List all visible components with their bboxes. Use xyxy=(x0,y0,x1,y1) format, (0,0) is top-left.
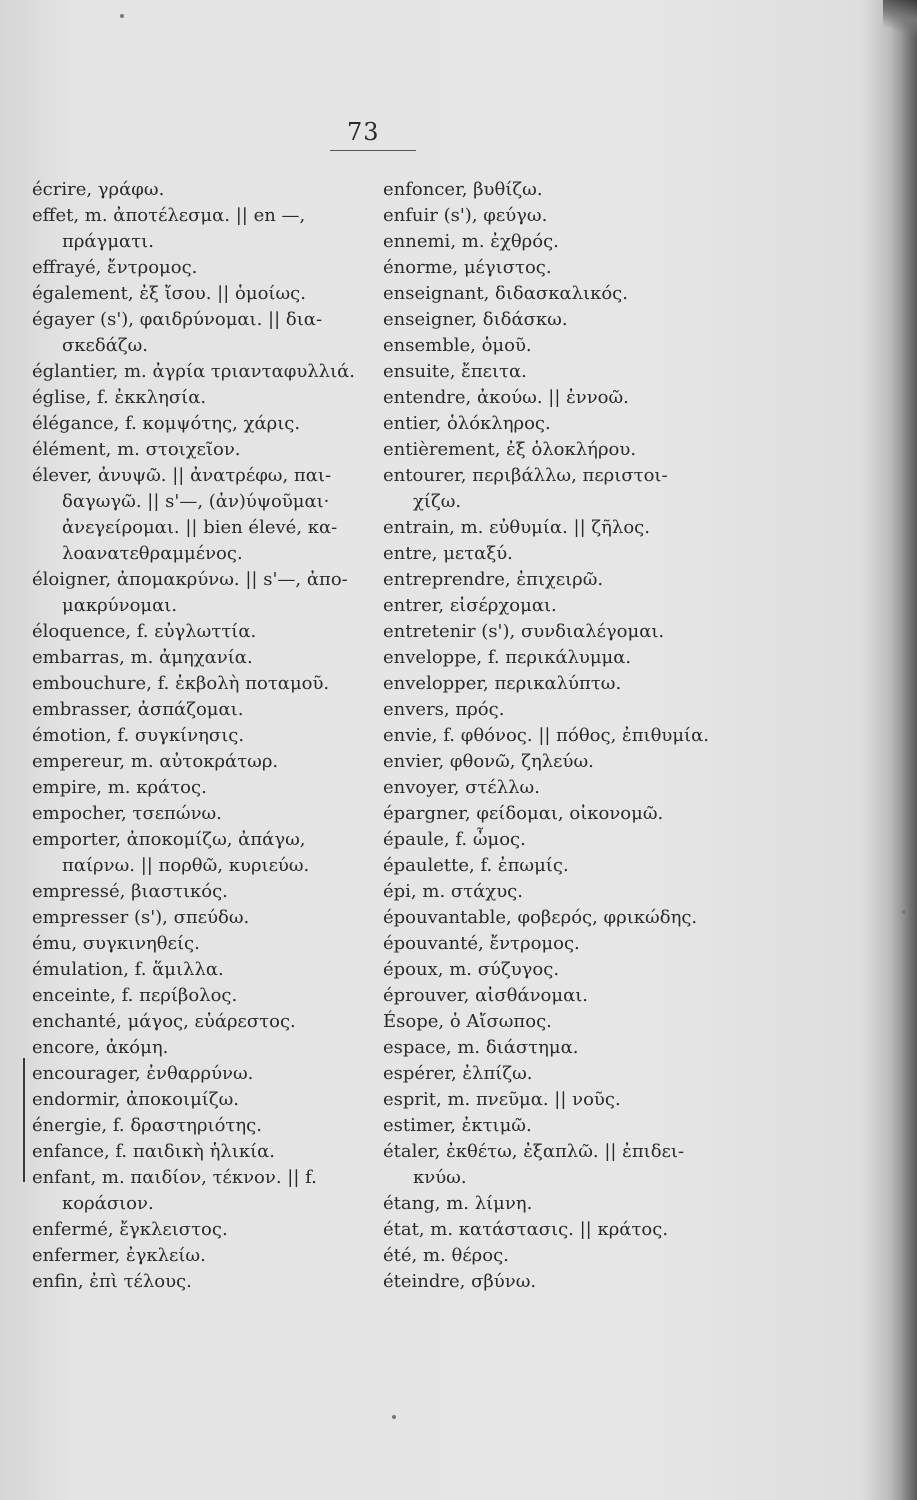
dictionary-entry xyxy=(32,801,350,827)
headword: enveloppe, xyxy=(383,647,483,668)
entry-continuation: ἀνεγείρομαι. || bien élevé, κα- xyxy=(62,517,338,538)
headword: empressé, xyxy=(32,881,126,902)
definition: f. δραστηριότης. xyxy=(107,1115,262,1136)
definition: μεταξύ. xyxy=(437,543,513,564)
headword: espace, xyxy=(383,1037,452,1058)
definition: f. ἅμιλλα. xyxy=(128,959,224,980)
dictionary-entry xyxy=(383,1139,713,1165)
definition: φείδομαι, οἰκονομῶ. xyxy=(470,803,664,824)
definition: ὁμοῦ. xyxy=(475,335,532,356)
dictionary-entry xyxy=(32,1165,350,1191)
dictionary-entry xyxy=(32,255,350,281)
definition: f. φθόνος. || πόθος, ἐπιθυμία. xyxy=(437,725,709,746)
definition: αἰσθάνομαι. xyxy=(469,985,589,1006)
definition: m. στάχυς. xyxy=(416,881,523,902)
definition: ἀποκοιμίζω. xyxy=(120,1089,239,1110)
dictionary-entry xyxy=(32,905,350,931)
headword: élégance, xyxy=(32,413,120,434)
page-corner-fold xyxy=(883,0,917,40)
headword: épi, xyxy=(383,881,417,902)
headword: envier, xyxy=(383,751,445,772)
definition: m. ἀγρία τριανταφυλλιά. xyxy=(118,361,356,382)
dictionary-entry xyxy=(383,827,713,853)
dictionary-entry xyxy=(32,385,350,411)
definition: m. διάστημα. xyxy=(451,1037,579,1058)
entry-continuation: λοανατεθραμμένος. xyxy=(62,543,243,564)
definition: ἐκθέτω, ἐξαπλῶ. || ἐπιδει- xyxy=(440,1141,685,1162)
paper-speck xyxy=(902,910,906,914)
dictionary-entry xyxy=(383,255,713,281)
dictionary-entry xyxy=(32,645,350,671)
headword: entier, xyxy=(383,413,442,434)
definition: m. λίμνη. xyxy=(440,1193,533,1214)
dictionary-entry xyxy=(383,385,713,411)
headword: également, xyxy=(32,283,134,304)
headword: encourager, xyxy=(32,1063,141,1084)
definition: f. παιδικὴ ἡλικία. xyxy=(109,1141,276,1162)
dictionary-entry xyxy=(32,775,350,801)
dictionary-entry xyxy=(383,203,713,229)
headword: épouvanté, xyxy=(383,933,484,954)
definition: ἀσπάζομαι. xyxy=(132,699,244,720)
dictionary-entry xyxy=(383,437,713,463)
headword: encore, xyxy=(32,1037,101,1058)
definition: σβύνω. xyxy=(465,1271,537,1292)
headword: émulation, xyxy=(32,959,129,980)
definition: ἔπειτα. xyxy=(455,361,527,382)
dictionary-entry xyxy=(383,229,713,255)
definition: f. ὦμος. xyxy=(449,829,526,850)
definition: φοβερός, φρικώδης. xyxy=(511,907,698,928)
headword: ennemi, xyxy=(383,231,457,252)
dictionary-entry xyxy=(32,931,350,957)
entry-continuation: κνύω. xyxy=(413,1167,467,1188)
definition: ἔντρομος. xyxy=(101,257,198,278)
definition: m. αὐτοκράτωρ. xyxy=(125,751,279,772)
dictionary-entry xyxy=(383,1113,713,1139)
dictionary-entry xyxy=(32,1217,350,1243)
headword: enfermé, xyxy=(32,1219,114,1240)
entry-continuation: κοράσιον. xyxy=(62,1193,154,1214)
dictionary-entry xyxy=(32,203,350,229)
definition: m. κατάστασις. || κράτος. xyxy=(424,1219,669,1240)
dictionary-entry xyxy=(383,983,713,1009)
headword: effet, xyxy=(32,205,80,226)
dictionary-entry xyxy=(383,775,713,801)
definition: m. σύζυγος. xyxy=(443,959,560,980)
dictionary-entry xyxy=(32,827,350,853)
headword: endormir, xyxy=(32,1089,121,1110)
definition: m. εὐθυμία. || ζῆλος. xyxy=(454,517,650,538)
definition: φαιδρύνομαι. || δια- xyxy=(134,309,323,330)
headword: entre, xyxy=(383,543,438,564)
paper-speck xyxy=(392,1415,396,1419)
headword: émotion, xyxy=(32,725,112,746)
headword: enfoncer, xyxy=(383,179,468,200)
definition: f. περικάλυμμα. xyxy=(482,647,632,668)
headword: entourer, xyxy=(383,465,467,486)
definition: ἐνθαρρύνω. xyxy=(140,1063,254,1084)
headword: écrire, xyxy=(32,179,93,200)
dictionary-entry xyxy=(383,567,713,593)
dictionary-entry xyxy=(32,619,350,645)
entry-continuation: πράγματι. xyxy=(62,231,154,252)
dictionary-entry xyxy=(383,1087,713,1113)
definition: εἰσέρχομαι. xyxy=(444,595,557,616)
dictionary-entry xyxy=(383,333,713,359)
headword: état, xyxy=(383,1219,425,1240)
entry-continuation: δαγωγῶ. || s'—, (ἀν)ύψοῦμαι· xyxy=(62,491,330,512)
dictionary-entry xyxy=(383,671,713,697)
definition: ὁλόκληρος. xyxy=(441,413,551,434)
definition: πρός. xyxy=(449,699,505,720)
headword: envelopper, xyxy=(383,673,489,694)
definition: ἐλπίζω. xyxy=(456,1063,533,1084)
headword: esprit, xyxy=(383,1089,442,1110)
dictionary-entry xyxy=(383,697,713,723)
headword: entendre, xyxy=(383,387,472,408)
definition: διδασκαλικός. xyxy=(489,283,628,304)
right-column xyxy=(383,177,713,1295)
definition: m. πνεῦμα. || νοῦς. xyxy=(441,1089,621,1110)
dictionary-entry xyxy=(32,957,350,983)
header-rule xyxy=(330,150,416,151)
definition: βυθίζω. xyxy=(467,179,543,200)
entry-continuation: παίρνω. || πορθῶ, κυριεύω. xyxy=(62,855,310,876)
headword: enfance, xyxy=(32,1141,110,1162)
headword: église, xyxy=(32,387,92,408)
definition: m. ἀποτέλεσμα. || en —, xyxy=(79,205,306,226)
dictionary-entry xyxy=(32,177,350,203)
dictionary-entry xyxy=(32,567,350,593)
dictionary-entry xyxy=(383,177,713,203)
dictionary-entry xyxy=(383,1217,713,1243)
dictionary-entry xyxy=(32,1035,350,1061)
headword: églantier, xyxy=(32,361,119,382)
headword: envie, xyxy=(383,725,438,746)
definition: f. συγκίνησις. xyxy=(111,725,245,746)
headword: égayer (s'), xyxy=(32,309,135,330)
headword: embarras, xyxy=(32,647,125,668)
headword: embouchure, xyxy=(32,673,152,694)
headword: été, xyxy=(383,1245,418,1266)
dictionary-entry xyxy=(383,1243,713,1269)
definition: ἀποκομίζω, ἀπάγω, xyxy=(120,829,306,850)
dictionary-entry xyxy=(32,437,350,463)
definition: τσεπώνω. xyxy=(126,803,222,824)
dictionary-entry xyxy=(32,671,350,697)
definition: ἐξ ἴσου. || ὁμοίως. xyxy=(133,283,306,304)
definition: ἀκόμη. xyxy=(100,1037,169,1058)
definition: στέλλω. xyxy=(459,777,540,798)
dictionary-entry xyxy=(32,411,350,437)
definition: περικαλύπτω. xyxy=(488,673,622,694)
headword: éloigner, xyxy=(32,569,112,590)
dictionary-entry xyxy=(32,879,350,905)
headword: époux, xyxy=(383,959,444,980)
definition: ἐξ ὁλοκλήρου. xyxy=(500,439,637,460)
definition: ἐγκλείω. xyxy=(120,1245,206,1266)
headword: enfermer, xyxy=(32,1245,121,1266)
definition: m. ἐχθρός. xyxy=(456,231,559,252)
headword: entrain, xyxy=(383,517,455,538)
definition: περιβάλλω, περιστοι- xyxy=(466,465,668,486)
headword: éprouver, xyxy=(383,985,470,1006)
headword: emporter, xyxy=(32,829,121,850)
dictionary-entry xyxy=(383,905,713,931)
definition: m. παιδίον, τέκνον. || f. xyxy=(96,1167,317,1188)
dictionary-entry xyxy=(383,411,713,437)
definition: m. ἀμηχανία. xyxy=(124,647,253,668)
page-number: 73 xyxy=(347,118,380,146)
dictionary-entry xyxy=(383,515,713,541)
dictionary-entry xyxy=(383,801,713,827)
headword: estimer, xyxy=(383,1115,456,1136)
headword: embrasser, xyxy=(32,699,133,720)
dictionary-entry xyxy=(383,1061,713,1087)
definition: ἀκούω. || ἐννοῶ. xyxy=(471,387,629,408)
dictionary-entry xyxy=(32,359,356,385)
definition: ἔγκλειστος. xyxy=(113,1219,228,1240)
definition: βιαστικός. xyxy=(125,881,228,902)
headword: ému, xyxy=(32,933,78,954)
headword: épaule, xyxy=(383,829,450,850)
dictionary-entry xyxy=(32,1061,350,1087)
headword: étaler, xyxy=(383,1141,441,1162)
dictionary-entry xyxy=(383,957,713,983)
headword: énergie, xyxy=(32,1115,108,1136)
headword: ensemble, xyxy=(383,335,476,356)
left-column xyxy=(32,177,356,1295)
dictionary-entry xyxy=(32,1087,350,1113)
definition: m. στοιχεῖον. xyxy=(111,439,241,460)
definition: γράφω. xyxy=(92,179,165,200)
definition: ἐπιχειρῶ. xyxy=(510,569,604,590)
definition: ἐπὶ τέλους. xyxy=(83,1271,192,1292)
dictionary-entry xyxy=(383,307,713,333)
definition: f. περίβολος. xyxy=(115,985,238,1006)
definition: ἔντρομος. xyxy=(483,933,580,954)
headword: épaulette, xyxy=(383,855,475,876)
paper-speck xyxy=(120,14,124,18)
dictionary-entry xyxy=(32,281,350,307)
margin-pencil-mark xyxy=(23,1058,25,1182)
dictionary-entry xyxy=(32,1139,350,1165)
dictionary-entry xyxy=(383,1269,713,1295)
headword: envers, xyxy=(383,699,450,720)
headword: Ésope, xyxy=(383,1011,445,1032)
dictionary-entry xyxy=(383,463,713,489)
headword: ensuite, xyxy=(383,361,456,382)
definition: μέγιστος. xyxy=(458,257,552,278)
entry-continuation: μακρύνομαι. xyxy=(62,595,178,616)
dictionary-entry xyxy=(383,359,713,385)
definition: συγκινηθείς. xyxy=(77,933,200,954)
headword: enseignant, xyxy=(383,283,490,304)
headword: éloquence, xyxy=(32,621,132,642)
definition: συνδιαλέγομαι. xyxy=(515,621,665,642)
dictionary-entry xyxy=(383,541,713,567)
dictionary-entry xyxy=(383,1191,713,1217)
definition: m. κράτος. xyxy=(101,777,207,798)
dictionary-entry xyxy=(383,1009,713,1035)
headword: enseigner, xyxy=(383,309,478,330)
dictionary-entry xyxy=(32,1113,350,1139)
definition: f. ἐπωμίς. xyxy=(474,855,569,876)
headword: entrer, xyxy=(383,595,445,616)
entry-continuation: χίζω. xyxy=(413,491,462,512)
definition: σπεύδω. xyxy=(167,907,250,928)
definition: m. θέρος. xyxy=(417,1245,509,1266)
page-edge-shadow xyxy=(891,0,917,1500)
headword: empereur, xyxy=(32,751,126,772)
entry-continuation: σκεδάζω. xyxy=(62,335,149,356)
dictionary-entry xyxy=(32,697,350,723)
definition: ἀνυψῶ. || ἀνατρέφω, παι- xyxy=(92,465,332,486)
dictionary-entry xyxy=(32,1243,350,1269)
definition: μάγος, εὐάρεστος. xyxy=(121,1011,296,1032)
dictionary-entry xyxy=(32,1269,350,1295)
headword: espérer, xyxy=(383,1063,457,1084)
headword: empire, xyxy=(32,777,102,798)
dictionary-entry xyxy=(383,879,713,905)
dictionary-entry xyxy=(383,749,713,775)
headword: éteindre, xyxy=(383,1271,466,1292)
dictionary-entry xyxy=(383,619,713,645)
headword: entretenir (s'), xyxy=(383,621,516,642)
headword: élever, xyxy=(32,465,93,486)
dictionary-entry xyxy=(32,307,350,333)
dictionary-entry xyxy=(32,723,350,749)
headword: empresser (s'), xyxy=(32,907,168,928)
dictionary-entry xyxy=(32,463,350,489)
definition: ἀπομακρύνω. || s'—, ἀπο- xyxy=(111,569,348,590)
dictionary-entry xyxy=(383,1035,713,1061)
headword: enfant, xyxy=(32,1167,97,1188)
definition: f. εὐγλωττία. xyxy=(131,621,257,642)
headword: enfuir (s'), xyxy=(383,205,478,226)
headword: élément, xyxy=(32,439,112,460)
dictionary-entry xyxy=(383,853,713,879)
headword: effrayé, xyxy=(32,257,102,278)
definition: φθονῶ, ζηλεύω. xyxy=(444,751,594,772)
definition: ὁ Αἴσωπος. xyxy=(444,1011,552,1032)
dictionary-entry xyxy=(383,593,713,619)
headword: entreprendre, xyxy=(383,569,511,590)
dictionary-entry xyxy=(32,749,350,775)
headword: empocher, xyxy=(32,803,127,824)
headword: énorme, xyxy=(383,257,459,278)
definition: φεύγω. xyxy=(477,205,548,226)
dictionary-entry xyxy=(383,931,713,957)
headword: entièrement, xyxy=(383,439,501,460)
definition: f. κομψότης, χάρις. xyxy=(119,413,301,434)
dictionary-entry xyxy=(32,983,350,1009)
headword: enchanté, xyxy=(32,1011,122,1032)
definition: f. ἐκβολὴ ποταμοῦ. xyxy=(151,673,330,694)
headword: étang, xyxy=(383,1193,441,1214)
headword: envoyer, xyxy=(383,777,460,798)
definition: f. ἐκκλησία. xyxy=(91,387,207,408)
dictionary-entry xyxy=(383,281,713,307)
headword: épargner, xyxy=(383,803,471,824)
dictionary-entry xyxy=(383,645,713,671)
dictionary-entry xyxy=(32,1009,350,1035)
definition: διδάσκω. xyxy=(477,309,568,330)
headword: enceinte, xyxy=(32,985,116,1006)
headword: épouvantable, xyxy=(383,907,512,928)
headword: enfin, xyxy=(32,1271,84,1292)
definition: ἐκτιμῶ. xyxy=(455,1115,532,1136)
dictionary-entry xyxy=(383,723,713,749)
